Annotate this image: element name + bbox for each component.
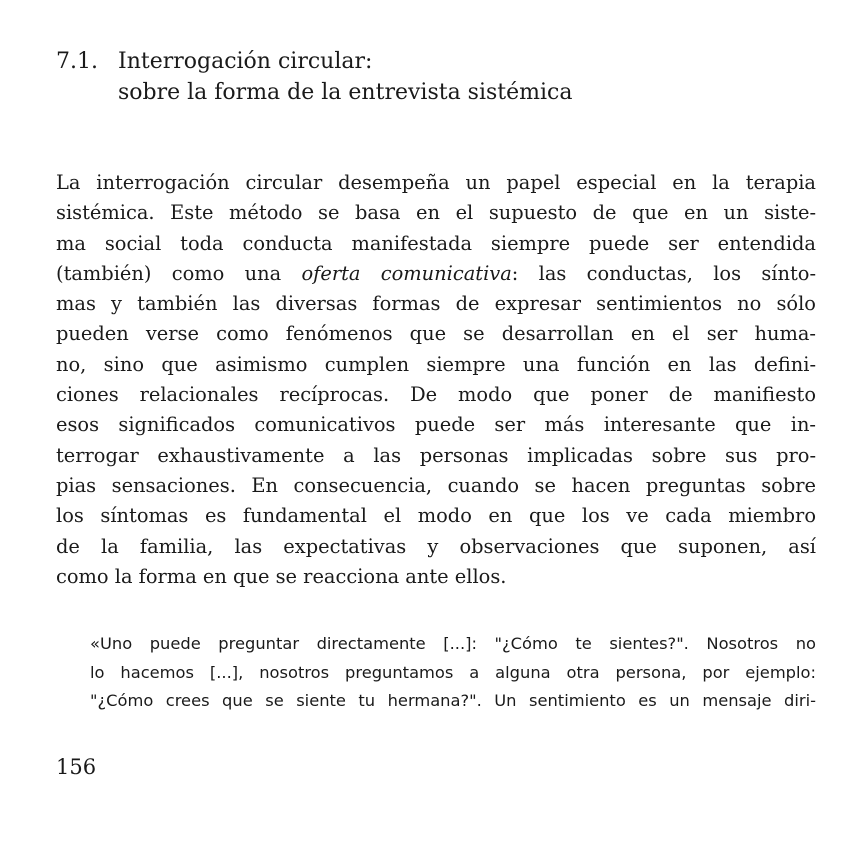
paragraph-line: como la forma en que se reacciona ante ellos.: [56, 564, 507, 588]
body-paragraph: [56, 168, 816, 592]
block-quote: [90, 630, 816, 716]
paragraph-line: pueden verse como fenómenos que se desarrollan en el ser huma-: [56, 322, 816, 346]
italic-term: oferta comunicativa: [301, 261, 512, 285]
section-heading: [56, 46, 573, 108]
quote-line: lo hacemos [...], nosotros preguntamos a alguna otra persona, por ejemplo:: [90, 662, 816, 682]
section-title-line-1: Interrogación circular:: [118, 49, 373, 74]
quote-line: "¿Cómo crees que se siente tu hermana?". Un sentimiento es un mensaje diri-: [90, 691, 816, 710]
quote-line: «Uno puede preguntar directamente [...]: "¿Cómo te sientes?". Nosotros no: [90, 634, 816, 653]
paragraph-line: ma social toda conducta manifestada siempre puede ser entendida: [56, 231, 816, 255]
paragraph-line: pias sensaciones. En consecuencia, cuando se hacen preguntas sobre: [56, 473, 816, 497]
section-heading-line-1: [56, 46, 573, 77]
paragraph-line-end: : las conductas, los sínto-: [511, 261, 816, 285]
paragraph-line: esos significados comunicativos puede ser más interesante que in-: [56, 413, 816, 437]
paragraph-line: mas y también las diversas formas de expresar sentimientos no sólo: [56, 292, 816, 316]
section-title-line-2: sobre la forma de la entrevista sistémica: [118, 80, 573, 105]
section-number: 7.1.: [56, 49, 98, 74]
paragraph-line: terrogar exhaustivamente a las personas implicadas sobre sus pro-: [56, 443, 816, 467]
paragraph-line: los síntomas es fundamental el modo en que los ve cada miembro: [56, 504, 816, 528]
paragraph-line-with-italic: [56, 259, 816, 289]
page-number: 156: [56, 755, 97, 779]
paragraph-line: sistémica. Este método se basa en el supuesto de que en un siste-: [56, 201, 816, 225]
paragraph-line-start: (también) como una: [56, 261, 302, 285]
paragraph-line: ciones relacionales recíprocas. De modo que poner de manifiesto: [56, 383, 816, 407]
paragraph-line: no, sino que asimismo cumplen siempre una función en las defini-: [56, 352, 816, 376]
paragraph-line: La interrogación circular desempeña un papel especial en la terapia: [56, 171, 816, 194]
paragraph-line: de la familia, las expectativas y observaciones que suponen, así: [56, 534, 816, 558]
